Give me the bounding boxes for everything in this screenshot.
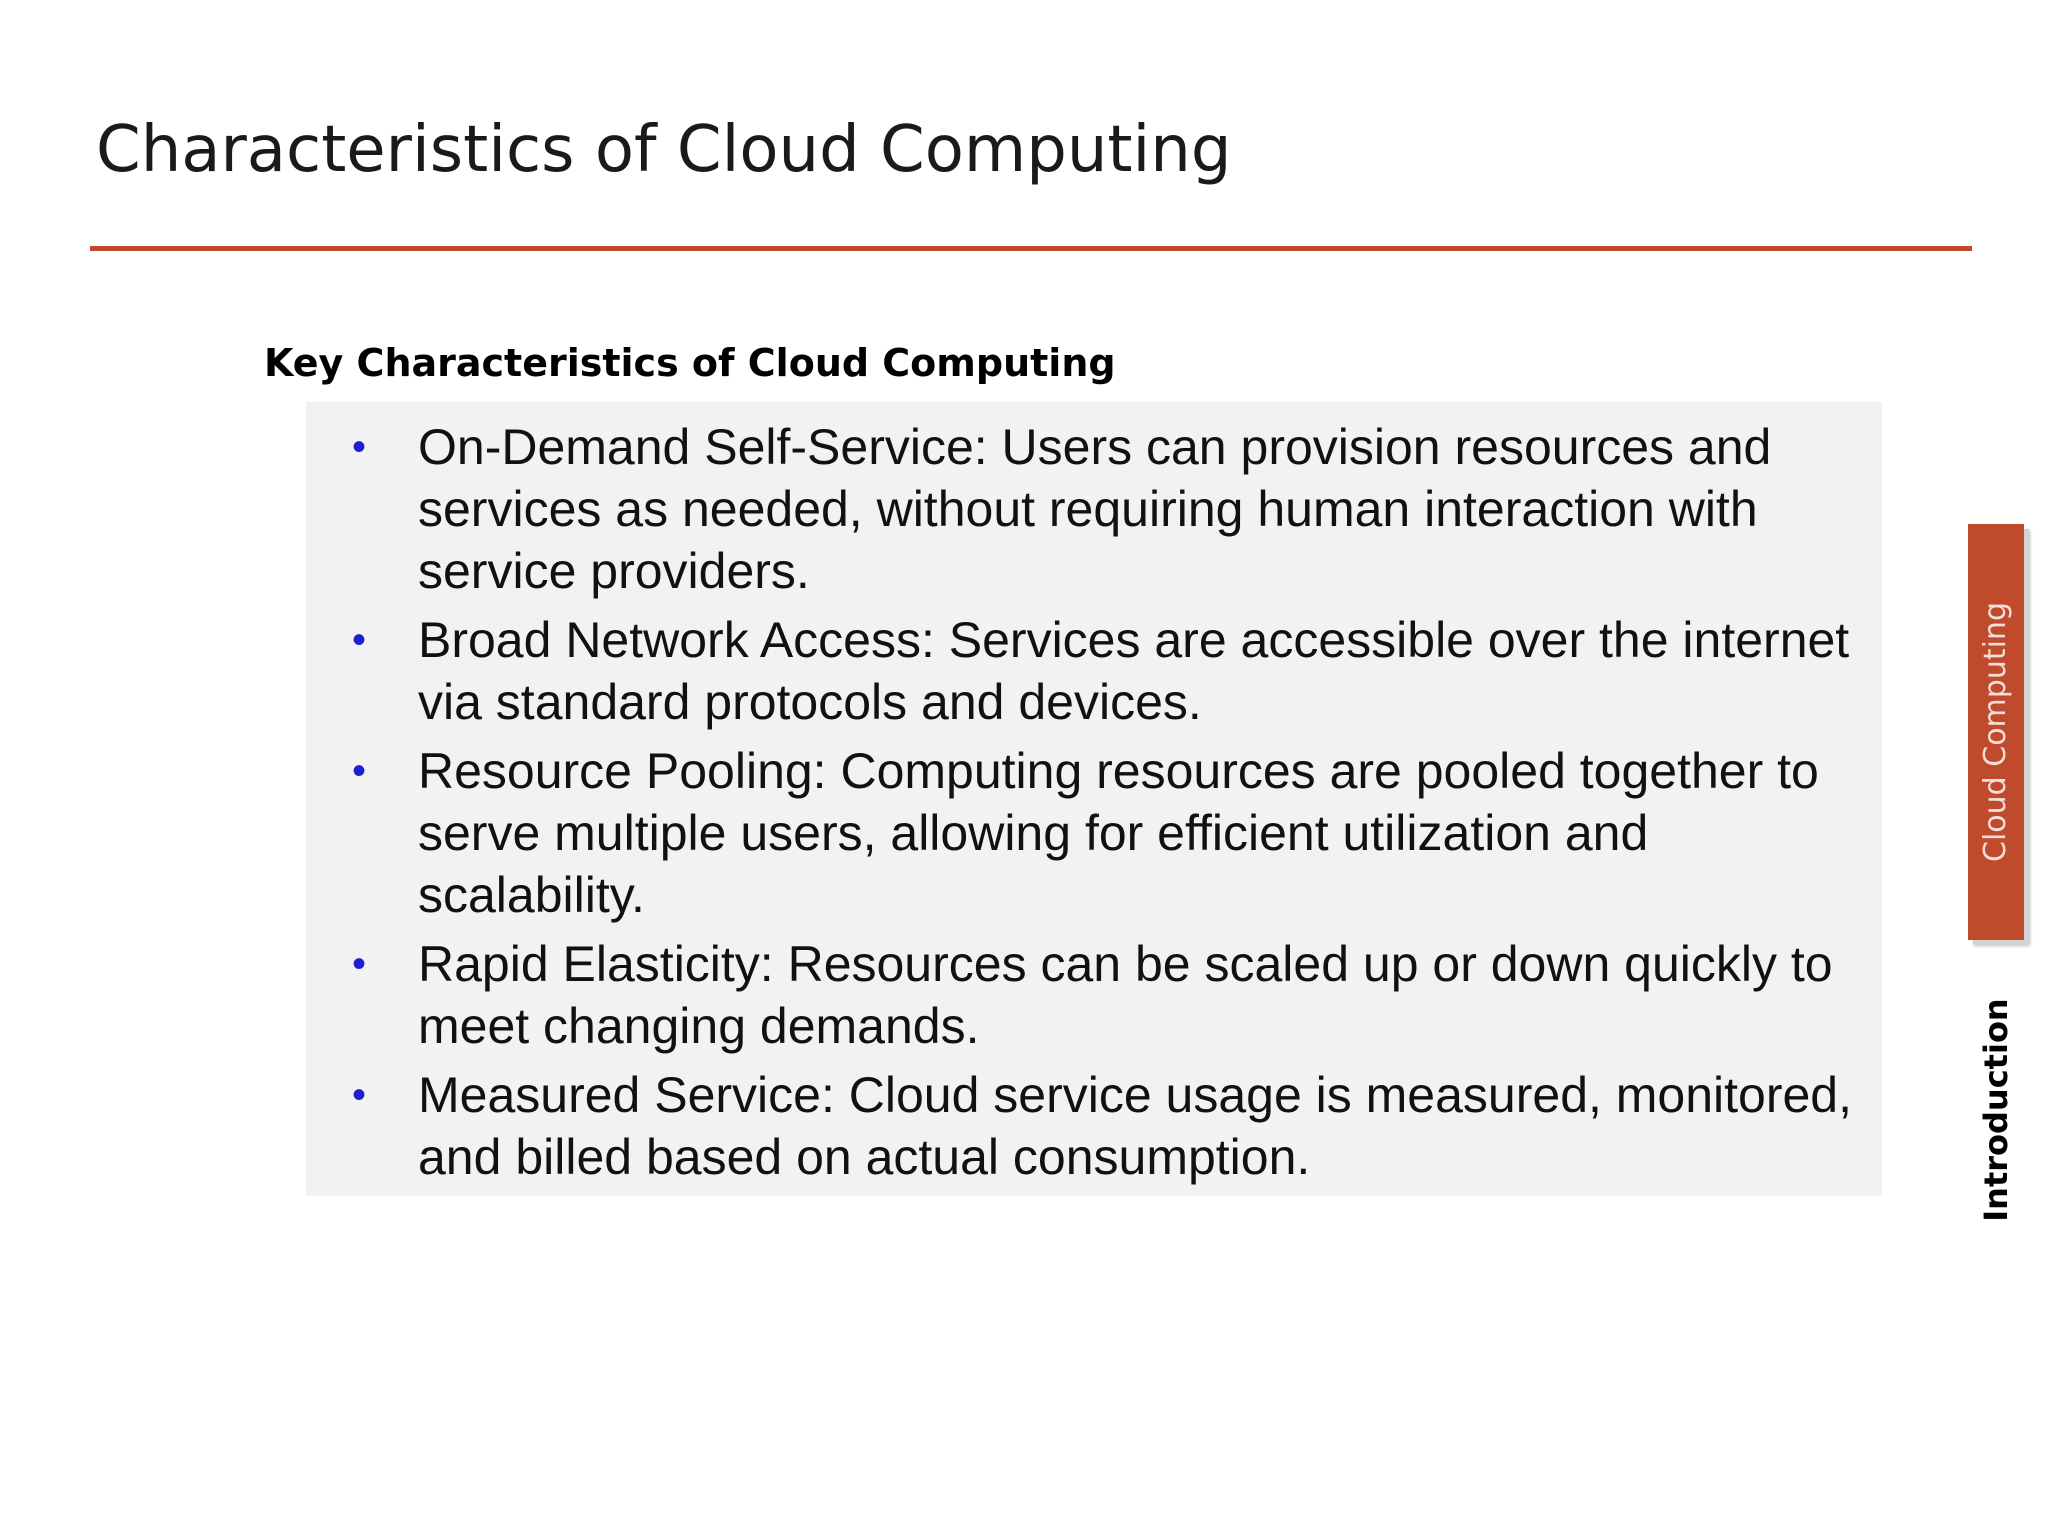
sidebar-section-introduction[interactable] — [1968, 1000, 2024, 1220]
bullet-icon: • — [352, 1073, 367, 1117]
bullet-text: On-Demand Self-Service: Users can provision resources and services as needed, without requiring human interaction with service providers. — [418, 419, 1772, 599]
bullet-text: Resource Pooling: Computing resources are pooled together to serve multiple users, allowing for efficient utilization and scalability. — [418, 743, 1819, 923]
sidebar-section-label: Introduction — [1977, 998, 2015, 1222]
bullet-text: Measured Service: Cloud service usage is measured, monitored, and billed based on actual consumption. — [418, 1067, 1853, 1185]
bullet-item-resource-pooling — [306, 740, 1858, 926]
bullet-list — [306, 416, 1858, 1188]
bullet-icon: • — [352, 618, 367, 662]
bullet-text: Broad Network Access: Services are accessible over the internet via standard protocols and devices. — [418, 612, 1850, 730]
bullet-text: Rapid Elasticity: Resources can be scaled up or down quickly to meet changing demands. — [418, 936, 1833, 1054]
bullet-item-broad-network — [306, 609, 1858, 733]
slide-title: Characteristics of Cloud Computing — [96, 113, 1232, 187]
bullet-item-measured-service — [306, 1064, 1858, 1188]
bullet-item-rapid-elasticity — [306, 933, 1858, 1057]
bullet-icon: • — [352, 749, 367, 793]
sidebar-tab-label: Cloud Computing — [1978, 602, 2013, 862]
bullet-icon: • — [352, 942, 367, 986]
bullet-icon: • — [352, 425, 367, 469]
sidebar-tab-cloud-computing[interactable] — [1968, 524, 2024, 940]
content-subheading: Key Characteristics of Cloud Computing — [264, 341, 1116, 385]
bullet-item-on-demand — [306, 416, 1858, 602]
content-box — [306, 402, 1882, 1196]
title-divider — [90, 246, 1972, 251]
